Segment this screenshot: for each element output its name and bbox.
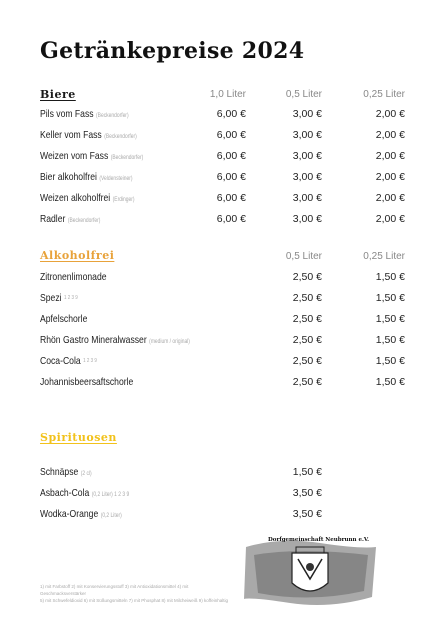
item-price: 2,50 € [292, 271, 322, 283]
col-head-025l-af: 0,25 Liter [363, 251, 405, 262]
price-row [40, 334, 406, 350]
item-name-wrap [40, 171, 133, 183]
item-name: Asbach-Cola [40, 487, 90, 499]
item-price: 2,00 € [375, 171, 405, 183]
logo-text: Dorfgemeinschaft Neubrunn e.V. [268, 537, 370, 543]
item-name-wrap [40, 376, 133, 388]
item-note: (Erdinger) [112, 197, 135, 203]
price-row [40, 192, 406, 208]
footnote-line: 5) mit Schwefeldioxid 6) mit Süßungsmitteln 7) mit Phosphat 8) mit Milcheiweiß 9) koffeinhaltig [40, 598, 228, 603]
page-title: Getränkepreise 2024 [40, 38, 305, 64]
item-price: 1,50 € [292, 466, 322, 478]
item-name-wrap [40, 129, 137, 141]
item-price: 3,00 € [292, 108, 322, 120]
item-price: 1,50 € [375, 313, 405, 325]
price-row [40, 292, 406, 308]
item-price: 3,50 € [292, 487, 322, 499]
spirituosen-heading: Spirituosen [40, 431, 117, 444]
item-price: 3,00 € [292, 150, 322, 162]
item-name-wrap [40, 466, 92, 478]
item-name: Apfelschorle [40, 313, 88, 325]
item-name: Radler [40, 213, 66, 225]
price-row [40, 108, 406, 124]
price-row [40, 171, 406, 187]
item-name-wrap [40, 213, 100, 225]
item-price: 6,00 € [216, 108, 246, 120]
item-price: 2,00 € [375, 213, 405, 225]
item-price: 2,00 € [375, 108, 405, 120]
price-row [40, 466, 406, 482]
item-name-wrap [40, 192, 135, 204]
item-price: 3,00 € [292, 192, 322, 204]
alkoholfrei-heading: Alkoholfrei [40, 249, 115, 262]
item-price: 6,00 € [216, 213, 246, 225]
item-name: Coca-Cola [40, 355, 81, 367]
item-price: 2,00 € [375, 150, 405, 162]
item-price: 3,00 € [292, 213, 322, 225]
item-price: 1,50 € [375, 376, 405, 388]
item-price: 3,00 € [292, 129, 322, 141]
item-price: 2,50 € [292, 355, 322, 367]
item-note: (Beckendorfer) [67, 218, 101, 224]
item-note: (Beckendorfer) [110, 155, 144, 161]
footnote-line: 1) mit Farbstoff 2) mit Konservierungsstoff 3) mit Antioxidationsmittel 4) mit Geschmacksverstärker [40, 584, 189, 596]
price-row [40, 129, 406, 145]
item-name: Weizen vom Fass [40, 150, 109, 162]
price-row [40, 313, 406, 329]
item-price: 2,50 € [292, 334, 322, 346]
item-price: 6,00 € [216, 192, 246, 204]
item-note: (Beckendorfer) [104, 134, 137, 140]
item-name: Wodka-Orange [40, 508, 99, 520]
item-price: 1,50 € [375, 355, 405, 367]
item-price: 2,00 € [375, 129, 405, 141]
item-note: 1 2 3 9 [83, 358, 97, 364]
price-row [40, 213, 406, 229]
item-name: Pils vom Fass [40, 108, 94, 120]
item-name-wrap [40, 108, 129, 120]
price-row [40, 487, 406, 503]
item-price: 1,50 € [375, 292, 405, 304]
item-note: (medium / original) [149, 339, 190, 345]
item-note: (Beckendorfer) [96, 113, 129, 119]
item-price: 6,00 € [216, 129, 246, 141]
item-note: (Veldensteiner) [99, 176, 133, 182]
item-name-wrap [40, 313, 87, 325]
footnotes [40, 583, 230, 604]
item-name: Schnäpse [40, 466, 79, 478]
price-row [40, 355, 406, 371]
price-row [40, 271, 406, 287]
item-price: 6,00 € [216, 150, 246, 162]
item-name: Bier alkoholfrei [40, 171, 97, 183]
item-name-wrap [40, 355, 97, 367]
col-head-1l: 1,0 Liter [209, 89, 246, 100]
item-name-wrap [40, 487, 129, 499]
item-price: 2,50 € [292, 292, 322, 304]
item-name: Zitronenlimonade [40, 271, 107, 283]
item-price: 1,50 € [375, 334, 405, 346]
item-price: 2,00 € [375, 192, 405, 204]
item-price: 3,50 € [292, 508, 322, 520]
biere-heading: Biere [40, 88, 76, 101]
item-note: (0,2 Liter) [100, 513, 122, 519]
item-name-wrap [40, 508, 122, 520]
col-head-05l-af: 0,5 Liter [285, 251, 322, 262]
price-row [40, 376, 406, 392]
item-name-wrap [40, 334, 190, 346]
price-row [40, 508, 406, 524]
item-price: 1,50 € [375, 271, 405, 283]
item-name: Johannisbeersaftschorle [40, 376, 134, 388]
item-name: Spezi [40, 292, 62, 304]
col-head-05l: 0,5 Liter [285, 89, 322, 100]
item-name-wrap [40, 150, 143, 162]
club-logo [240, 533, 380, 611]
item-price: 2,50 € [292, 313, 322, 325]
item-note: (0,2 Liter) 1 2 3 9 [91, 492, 130, 498]
item-price: 3,00 € [292, 171, 322, 183]
item-name: Keller vom Fass [40, 129, 102, 141]
item-note: (2 cl) [80, 471, 92, 477]
item-name: Rhön Gastro Mineralwasser [40, 334, 147, 346]
item-name-wrap [40, 271, 107, 283]
col-head-025l: 0,25 Liter [363, 89, 405, 100]
item-name-wrap [40, 292, 78, 304]
price-row [40, 150, 406, 166]
item-price: 2,50 € [292, 376, 322, 388]
item-name: Weizen alkoholfrei [40, 192, 111, 204]
item-price: 6,00 € [216, 171, 246, 183]
item-note: 1 2 3 9 [63, 295, 78, 301]
